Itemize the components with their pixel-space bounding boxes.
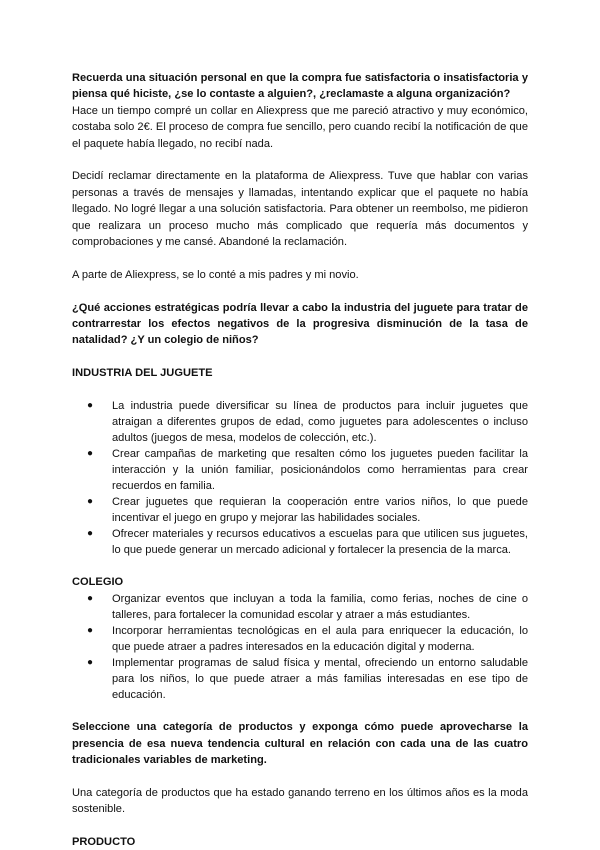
list-item: ● Crear juguetes que requieran la cooperación entre varios niños, lo que puede incentivar el juego en grupo y mejorar las habilidades sociales.: [87, 496, 528, 525]
list-item: ● Crear campañas de marketing que resalten cómo los juguetes pueden facilitar la interacción y la unión familiar, posicionándolos como herramientas para crear recuerdos en familia.: [87, 448, 528, 493]
industria-list: [72, 398, 528, 558]
bullet-icon: ●: [87, 448, 94, 460]
list-item: ● Incorporar herramientas tecnológicas en el aula para enriquecer la educación, lo que puede atraer a padres interesados en la educación digital y moderna.: [87, 624, 528, 653]
heading-industria-del-juguete: INDUSTRIA DEL JUGUETE: [72, 367, 213, 380]
answer-3-paragraph-1: Una categoría de productos que ha estado ganando terreno en los últimos años es la moda sostenible.: [72, 786, 528, 816]
bullet-icon: ●: [87, 528, 94, 540]
answer-1-paragraph-2: Decidí reclamar directamente en la plataforma de Aliexpress. Tuve que hablar con varias personas a través de mensajes y llamadas, intentando explicar que el paquete no había llegado. No logré llegar a una solución satisfactoria. Para obtener un reembolso, me pidieron que realizara un proceso mucho más complicado que requería más documentos y comprobaciones y me cansé. Abandoné la reclamación.: [72, 170, 528, 249]
question-3: Seleccione una categoría de productos y exponga cómo puede aprovecharse la presencia de esa nueva tendencia cultural en relación con cada una de las cuatro tradicionales variables de marketing.: [72, 721, 528, 767]
heading-colegio: COLEGIO: [72, 576, 124, 589]
list-item: ● Organizar eventos que incluyan a toda la familia, como ferias, noches de cine o talleres, para fortalecer la comunidad escolar y atraer a más estudiantes.: [87, 592, 528, 621]
heading-producto: PRODUCTO: [72, 836, 136, 849]
question-1: Recuerda una situación personal en que la compra fue satisfactoria o insatisfactoria y piensa qué hiciste, ¿se lo contaste a alguien?, ¿reclamaste a alguna organización?: [72, 72, 528, 101]
list-item: ● Implementar programas de salud física y mental, ofreciendo un entorno saludable para los niños, lo que puede atraer a más familias interesadas en ese tipo de educación.: [87, 656, 528, 701]
colegio-list: [72, 591, 528, 703]
answer-1-paragraph-3: A parte de Aliexpress, se lo conté a mis padres y mi novio.: [72, 268, 359, 281]
question-2: ¿Qué acciones estratégicas podría llevar a cabo la industria del juguete para tratar de contrarrestar los efectos negativos de la progresiva disminución de la tasa de natalidad? ¿Y un colegio de niños?: [72, 301, 528, 347]
bullet-icon: ●: [87, 400, 94, 412]
bullet-icon: ●: [87, 624, 94, 636]
answer-1-paragraph-1: Hace un tiempo compré un collar en Aliexpress que me pareció atractivo y muy económico, costaba solo 2€. El proceso de compra fue sencillo, pero cuando recibí la notificación de que el paquete había llegado, no recibí nada.: [72, 104, 528, 150]
list-item: ● La industria puede diversificar su línea de productos para incluir juguetes que atraigan a diferentes grupos de edad, como juguetes para adolescentes o incluso adultos (juegos de mesa, modelos de colección, etc.).: [87, 400, 528, 445]
bullet-icon: ●: [87, 592, 94, 604]
bullet-icon: ●: [87, 496, 94, 508]
bullet-icon: ●: [87, 656, 94, 668]
list-item: ● Ofrecer materiales y recursos educativos a escuelas para que utilicen sus juguetes, lo que puede generar un mercado adicional y fortalecer la presencia de la marca.: [87, 528, 528, 557]
